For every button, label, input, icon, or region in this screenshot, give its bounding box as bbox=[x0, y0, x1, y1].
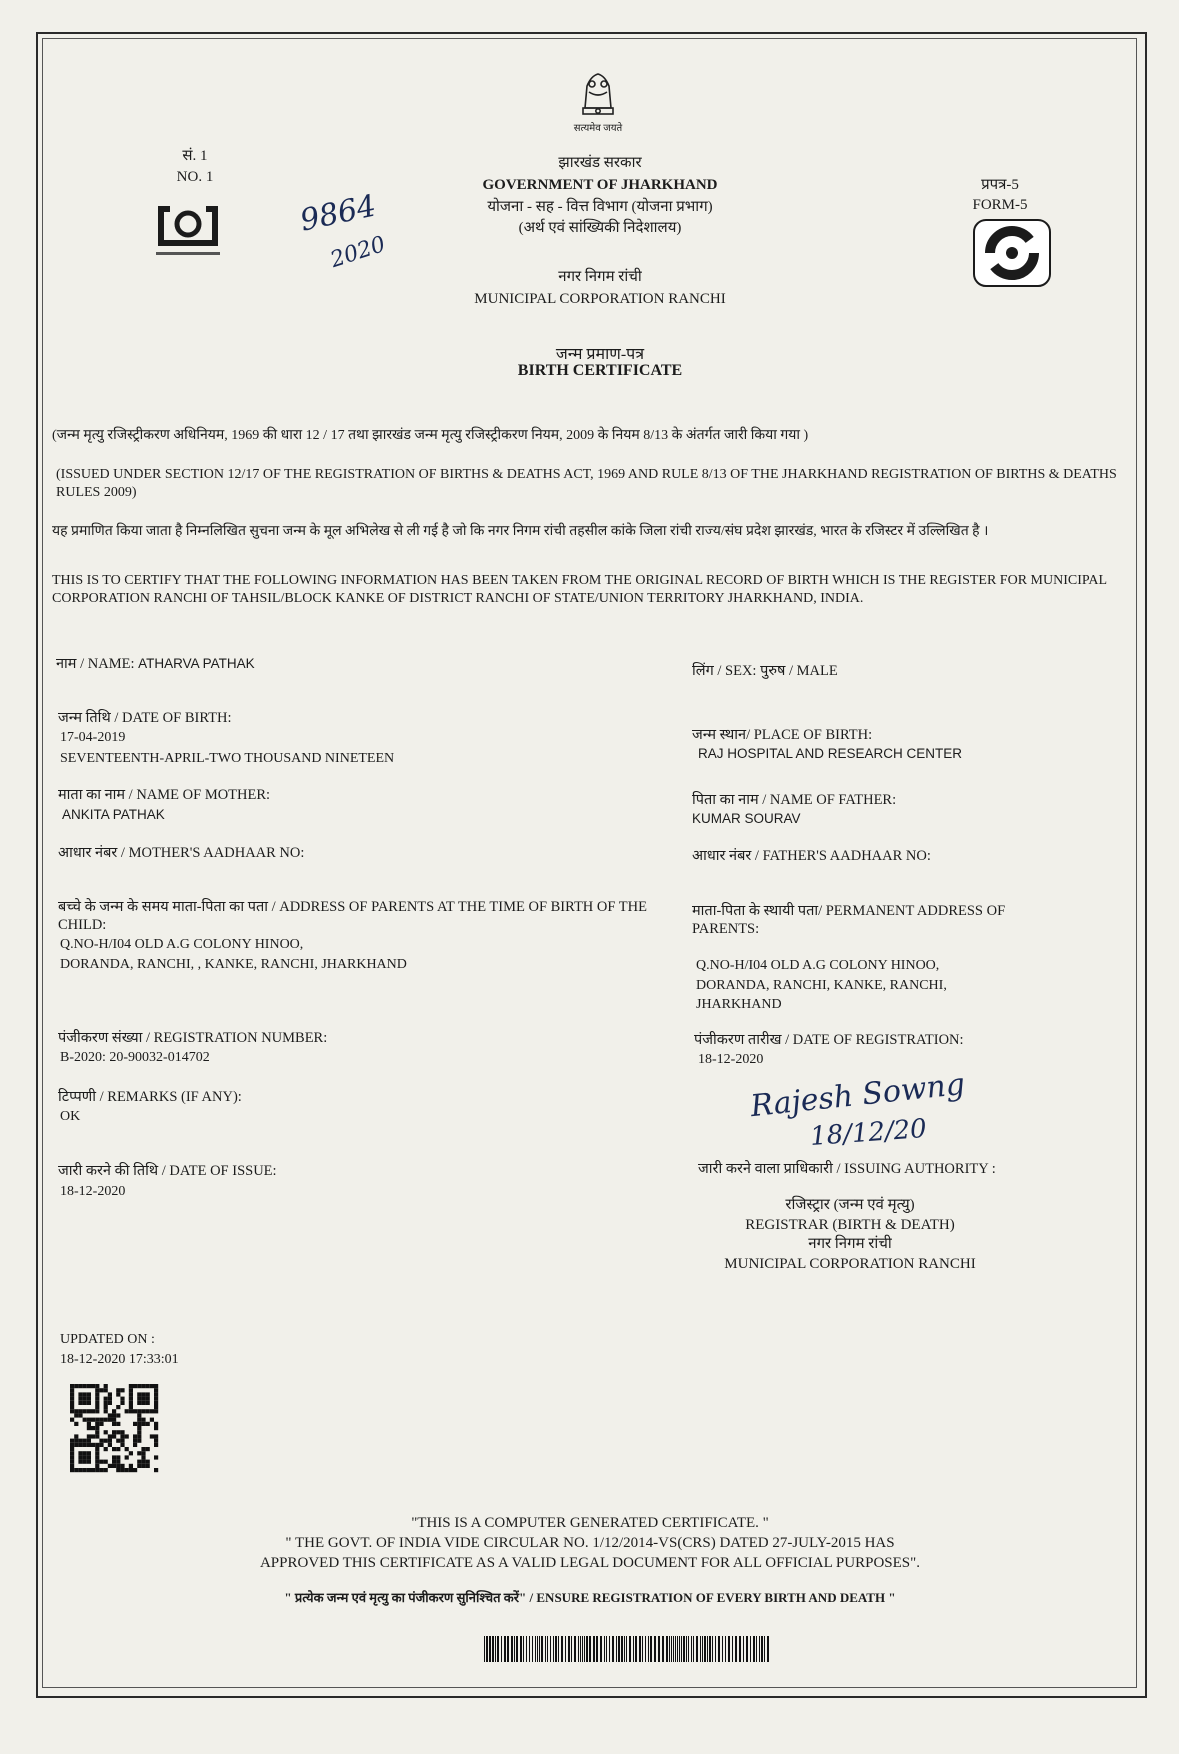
dob-label: जन्म तिथि / DATE OF BIRTH: bbox=[58, 710, 232, 726]
address-birth-line2: DORANDA, RANCHI, , KANKE, RANCHI, JHARKHAND bbox=[60, 957, 407, 972]
name-label: नाम / NAME: bbox=[56, 656, 135, 672]
qr-code-icon bbox=[70, 1382, 160, 1476]
father-aadhaar-label: आधार नंबर / FATHER'S AADHAAR NO: bbox=[692, 848, 931, 864]
corporation-hindi: नगर निगम रांची bbox=[558, 269, 642, 285]
mother-aadhaar-label: आधार नंबर / MOTHER'S AADHAAR NO: bbox=[58, 845, 305, 861]
sex-label: लिंग / SEX: bbox=[692, 663, 757, 679]
signature: Rajesh Sowng bbox=[748, 1066, 967, 1125]
dob-words: SEVENTEENTH-APRIL-TWO THOUSAND NINETEEN bbox=[60, 751, 395, 766]
registrar-corporation-hindi: नगर निगम रांची bbox=[808, 1236, 892, 1252]
sex-field bbox=[692, 662, 838, 680]
handwritten-number: 9864 bbox=[297, 188, 380, 239]
registration-date-value: 18-12-2020 bbox=[698, 1052, 764, 1067]
issue-date-label: जारी करने की तिथि / DATE OF ISSUE: bbox=[58, 1163, 277, 1179]
registrar-hindi: रजिस्ट्रार (जन्म एवं मृत्यु) bbox=[785, 1197, 915, 1213]
certify-hindi: यह प्रमाणित किया जाता है निम्नलिखित सुचना जन्म के मूल अभिलेख से ली गई है जो कि नगर निगम रांची तहसील कांके जिला रांची राज्य/संघ प्रदेश झारखंड, भारत के रजिस्टर में उल्लिखित है । bbox=[52, 524, 989, 539]
issued-under-hindi: (जन्म मृत्यु रजिस्ट्रीकरण अधिनियम, 1969 की धारा 12 / 17 तथा झारखंड जन्म मृत्यु रजिस्ट्रीकरण नियम, 2009 के नियम 8/13 के अंतर्गत जारी किया गया ) bbox=[52, 428, 809, 443]
remarks-label: टिप्पणी / REMARKS (IF ANY): bbox=[58, 1089, 242, 1105]
registration-slogan: " प्रत्येक जन्म एवं मृत्यु का पंजीकरण सुनिश्चित करें" / ENSURE REGISTRATION OF EVERY BIRTH AND DEATH " bbox=[284, 1590, 896, 1605]
place-of-birth-value: RAJ HOSPITAL AND RESEARCH CENTER bbox=[698, 746, 963, 761]
corporation-title: MUNICIPAL CORPORATION RANCHI bbox=[474, 291, 726, 307]
handwritten-year: 2020 bbox=[327, 231, 389, 274]
father-name-value: KUMAR SOURAV bbox=[692, 811, 801, 826]
government-hindi: झारखंड सरकार bbox=[558, 155, 642, 171]
address-birth-line1: Q.NO-H/I04 OLD A.G COLONY HINOO, bbox=[60, 937, 304, 952]
updated-on-label: UPDATED ON : bbox=[60, 1332, 155, 1347]
address-permanent-line2: DORANDA, RANCHI, KANKE, RANCHI, bbox=[696, 978, 947, 993]
address-permanent-line3: JHARKHAND bbox=[696, 997, 782, 1012]
department-hindi: योजना - सह - वित्त विभाग (योजना प्रभाग) bbox=[487, 199, 713, 215]
registration-number-label: पंजीकरण संख्या / REGISTRATION NUMBER: bbox=[58, 1030, 328, 1046]
address-birth-label: बच्चे के जन्म के समय माता-पिता का पता / ADDRESS OF PARENTS AT THE TIME OF BIRTH OF THE CHILD: bbox=[58, 899, 647, 933]
certificate-title: BIRTH CERTIFICATE bbox=[517, 362, 683, 379]
address-permanent-line1: Q.NO-H/I04 OLD A.G COLONY HINOO, bbox=[696, 958, 940, 973]
circular-note-line1: " THE GOVT. OF INDIA VIDE CIRCULAR NO. 1/12/2014-VS(CRS) DATED 27-JULY-2015 HAS bbox=[285, 1535, 895, 1551]
registrar-title: REGISTRAR (BIRTH & DEATH) bbox=[745, 1217, 955, 1233]
emblem-motto: सत्यमेव जयते bbox=[573, 123, 623, 134]
crs-logo-icon bbox=[972, 218, 1052, 288]
mother-name-value: ANKITA PATHAK bbox=[62, 807, 165, 822]
name-field bbox=[56, 655, 616, 673]
remarks-value: OK bbox=[60, 1109, 81, 1124]
department-sub-hindi: (अर्थ एवं सांख्यिकी निदेशालय) bbox=[518, 220, 682, 236]
jharkhand-logo-icon bbox=[150, 200, 226, 260]
barcode-icon bbox=[482, 1636, 772, 1662]
dob-value: 17-04-2019 bbox=[60, 730, 126, 745]
registration-number-value: B-2020: 20-90032-014702 bbox=[60, 1050, 210, 1065]
registration-date-label: पंजीकरण तारीख / DATE OF REGISTRATION: bbox=[694, 1032, 964, 1048]
issuing-authority-label: जारी करने वाला प्राधिकारी / ISSUING AUTHORITY : bbox=[698, 1161, 996, 1177]
issued-under-english: (ISSUED UNDER SECTION 12/17 OF THE REGISTRATION OF BIRTHS & DEATHS ACT, 1969 AND RULE 8/13 OF THE JHARKHAND REGISTRATION OF BIRTHS & DEATHS RULES 2009) bbox=[56, 467, 1117, 500]
serial-number: NO. 1 bbox=[176, 169, 214, 185]
form-number: FORM-5 bbox=[972, 197, 1028, 213]
serial-number-hindi: सं. 1 bbox=[182, 148, 208, 164]
national-emblem-icon bbox=[573, 68, 623, 120]
sex-value: पुरुष / MALE bbox=[760, 663, 838, 679]
signature-date: 18/12/20 bbox=[809, 1113, 928, 1153]
certify-english: THIS IS TO CERTIFY THAT THE FOLLOWING INFORMATION HAS BEEN TAKEN FROM THE ORIGINAL RECORD OF BIRTH WHICH IS THE REGISTER FOR MUNICIPAL CORPORATION RANCHI OF TAHSIL/BLOCK KANKE OF DISTRICT RANCHI OF STATE/UNION TERRITORY JHARKHAND, INDIA. bbox=[52, 573, 1107, 606]
place-of-birth-label: जन्म स्थान/ PLACE OF BIRTH: bbox=[692, 727, 873, 743]
registrar-corporation: MUNICIPAL CORPORATION RANCHI bbox=[724, 1256, 976, 1272]
circular-note-line2: APPROVED THIS CERTIFICATE AS A VALID LEGAL DOCUMENT FOR ALL OFFICIAL PURPOSES". bbox=[259, 1555, 921, 1571]
certificate-title-hindi: जन्म प्रमाण-पत्र bbox=[555, 346, 645, 363]
mother-name-label: माता का नाम / NAME OF MOTHER: bbox=[58, 787, 271, 803]
father-name-label: पिता का नाम / NAME OF FATHER: bbox=[692, 792, 897, 808]
updated-on-value: 18-12-2020 17:33:01 bbox=[60, 1352, 179, 1367]
form-number-hindi: प्रपत्र-5 bbox=[981, 177, 1019, 193]
issue-date-value: 18-12-2020 bbox=[60, 1184, 126, 1199]
name-value: ATHARVA PATHAK bbox=[138, 656, 255, 671]
government-title: GOVERNMENT OF JHARKHAND bbox=[482, 177, 718, 193]
address-permanent-label: माता-पिता के स्थायी पता/ PERMANENT ADDRESS OF PARENTS: bbox=[692, 903, 1006, 937]
computer-generated-note: "THIS IS A COMPUTER GENERATED CERTIFICATE. " bbox=[411, 1515, 769, 1531]
